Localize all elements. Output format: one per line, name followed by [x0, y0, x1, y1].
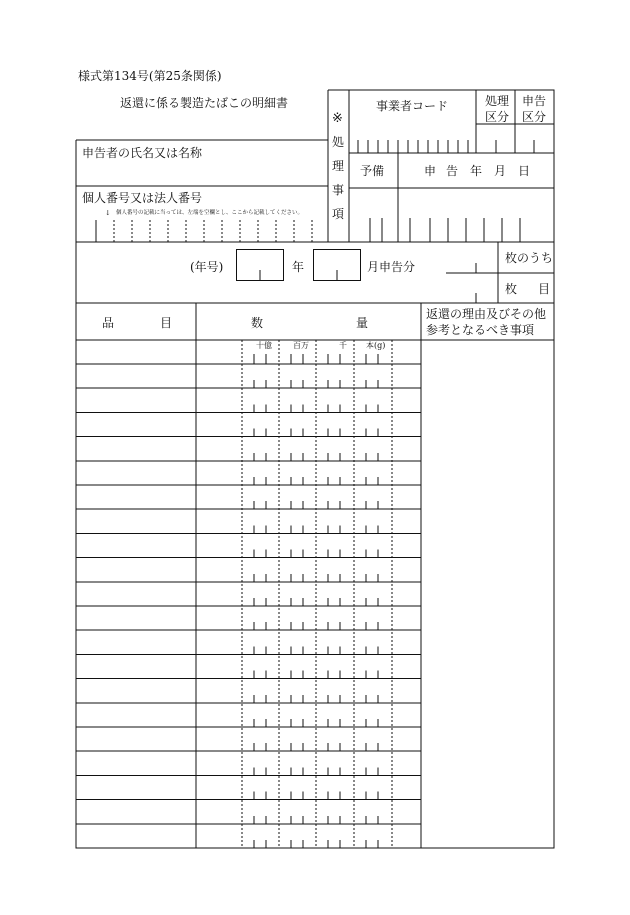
- filing-date-month: 月: [494, 164, 507, 178]
- id-note: 個人番号の記載に当っては、左端を空欄とし、ここから記載してください。: [116, 210, 304, 216]
- id-note-arrow: ↓: [105, 209, 111, 217]
- applicant-name-label: 申告者の氏名又は名称: [82, 146, 203, 160]
- processing-type-label-2: 区分: [485, 110, 510, 124]
- col-reason-1: 返還の理由及びその他: [426, 307, 547, 321]
- office-mark: ※: [332, 111, 343, 126]
- era-label: (年号): [190, 260, 224, 274]
- unit-million: 百万: [293, 341, 309, 350]
- form-title: 返還に係る製造たばこの明細書: [120, 96, 289, 110]
- office-vertical-3: 事: [332, 183, 345, 197]
- office-vertical-4: 項: [332, 207, 345, 221]
- filing-type-label-1: 申告: [522, 94, 547, 108]
- processing-type-label-1: 処理: [485, 94, 510, 108]
- unit-billion: 十億: [256, 341, 272, 350]
- business-code-label: 事業者コード: [376, 99, 449, 113]
- form-number: 様式第134号(第25条関係): [78, 69, 222, 83]
- office-vertical-2: 理: [332, 159, 345, 173]
- col-item-2: 目: [160, 316, 173, 330]
- col-reason-2: 参考となるべき事項: [426, 323, 535, 337]
- filing-date-shin: 申: [424, 164, 437, 178]
- sheet-label-me: 目: [538, 282, 551, 296]
- col-qty-2: 量: [356, 316, 369, 330]
- sheet-of-label: 枚のうち: [505, 251, 554, 265]
- month-filing-label: 月申告分: [367, 260, 416, 274]
- sheet-label-mai: 枚: [505, 282, 518, 296]
- filing-type-label-2: 区分: [522, 110, 547, 124]
- col-qty-1: 数: [251, 316, 264, 330]
- office-vertical-1: 処: [332, 135, 345, 149]
- col-item-1: 品: [102, 316, 115, 330]
- reserve-label: 予備: [360, 164, 385, 178]
- unit-count: 本(g): [366, 341, 386, 350]
- filing-date-koku: 告: [446, 164, 459, 178]
- unit-thousand: 千: [339, 341, 347, 350]
- year-label: 年: [292, 260, 305, 274]
- filing-date-day: 日: [518, 164, 531, 178]
- filing-date-year: 年: [470, 164, 483, 178]
- applicant-id-label: 個人番号又は法人番号: [82, 191, 203, 205]
